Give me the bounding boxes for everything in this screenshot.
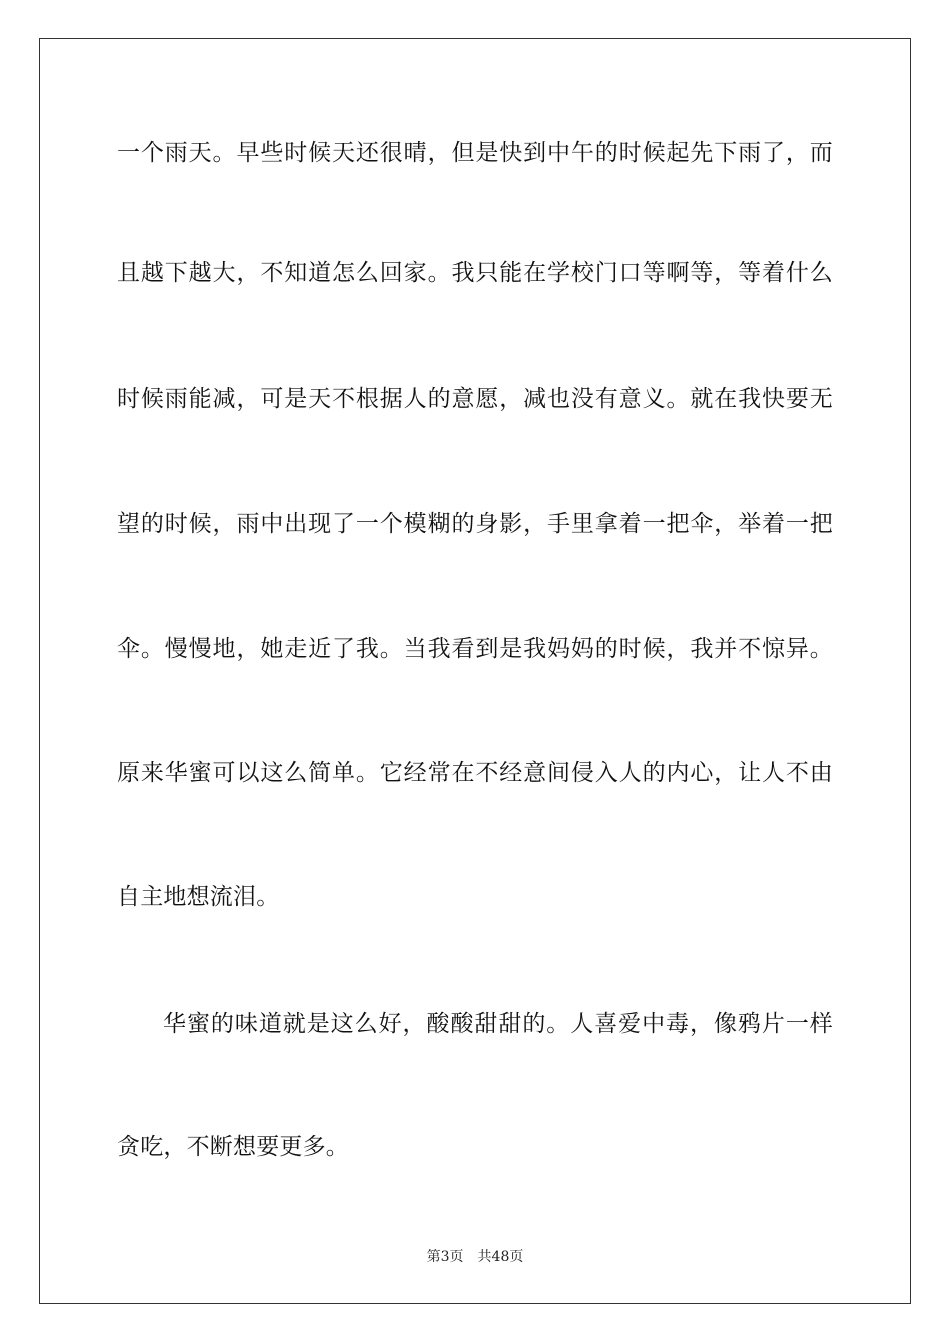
paragraph-line: 原来华蜜可以这么简单。它经常在不经意间侵入人的内心，让人不由: [117, 760, 833, 786]
page-footer: [0, 1246, 950, 1266]
paragraph-line: 华蜜的味道就是这么好，酸酸甜甜的。人喜爱中毒，像鸦片一样: [163, 1011, 833, 1037]
paragraph-line: 望的时候，雨中出现了一个模糊的身影，手里拿着一把伞，举着一把: [117, 511, 833, 537]
page-frame: [39, 38, 911, 1304]
paragraph-line: 伞。慢慢地，她走近了我。当我看到是我妈妈的时候，我并不惊异。: [117, 636, 833, 662]
paragraph-line: 且越下越大，不知道怎么回家。我只能在学校门口等啊等，等着什么: [117, 260, 833, 286]
paragraph-line: 贪吃，不断想要更多。: [117, 1134, 349, 1160]
paragraph-line: 自主地想流泪。: [117, 884, 280, 910]
page-total: 共48页: [477, 1249, 524, 1265]
paragraph-line: 一个雨天。早些时候天还很晴，但是快到中午的时候起先下雨了，而: [117, 140, 833, 166]
paragraph-line: 时候雨能减，可是天不根据人的意愿，减也没有意义。就在我快要无: [117, 386, 833, 412]
page-number: 第3页: [426, 1249, 464, 1265]
